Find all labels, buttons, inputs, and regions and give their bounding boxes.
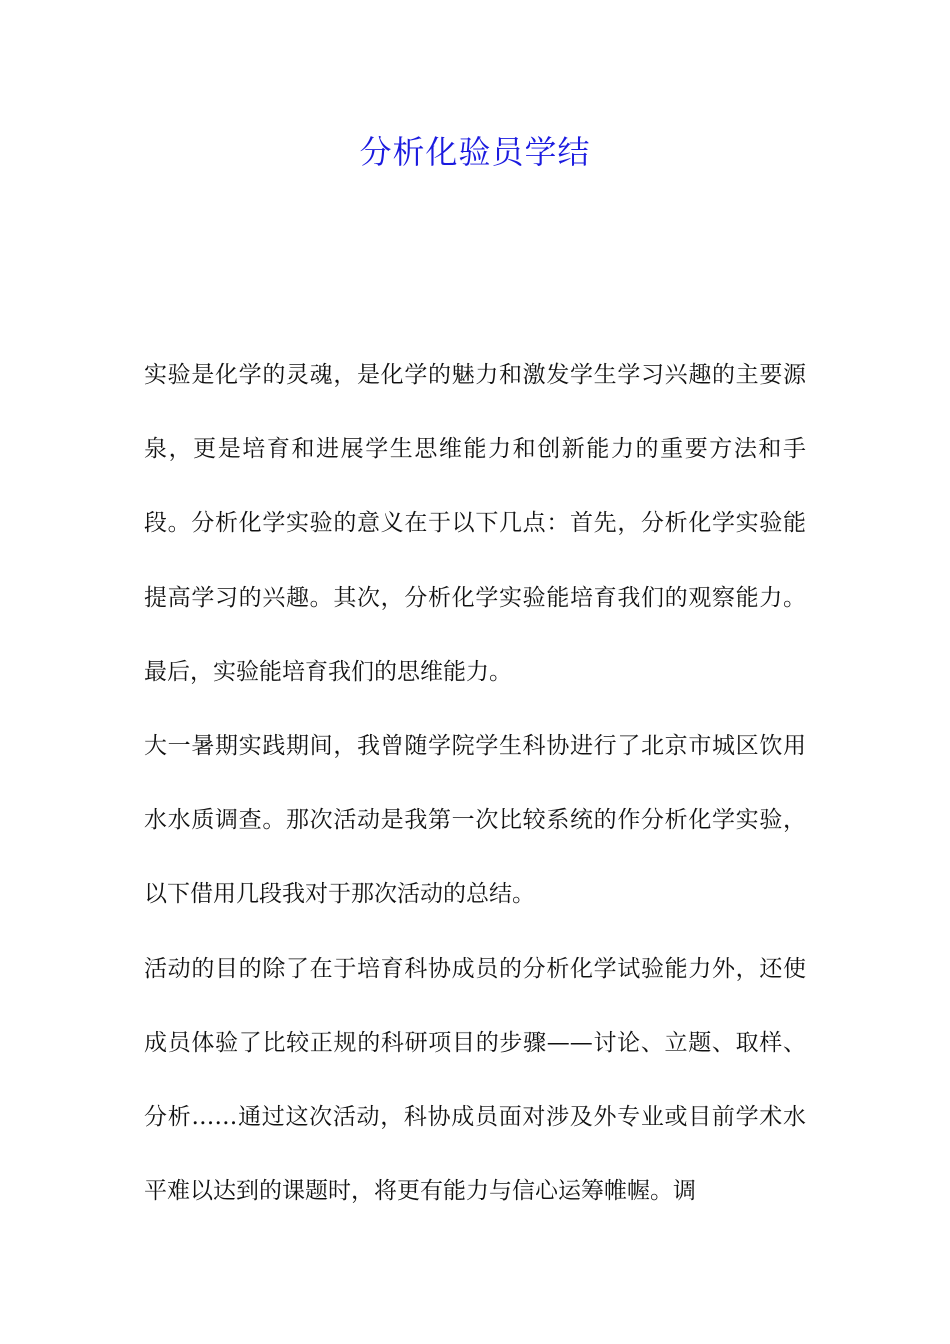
document-title: 分析化验员学结	[359, 133, 591, 171]
paragraph-2: 大一暑期实践期间，我曾随学院学生科协进行了北京市城区饮用水水质调查。那次活动是我第一次比较系统的作分析化学实验，以下借用几段我对于那次活动的总结。	[144, 733, 806, 908]
paragraph-1: 实验是化学的灵魂，是化学的魅力和激发学生学习兴趣的主要源泉，更是培育和进展学生思维能力和创新能力的重要方法和手段。分析化学实验的意义在于以下几点：首先，分析化学实验能提高学习的兴趣。其次，分析化学实验能培育我们的观察能力。最后，实验能培育我们的思维能力。	[144, 362, 806, 685]
document-body	[144, 338, 806, 1228]
paragraph-3: 活动的目的除了在于培育科协成员的分析化学试验能力外，还使成员体验了比较正规的科研项目的步骤——讨论、立题、取样、分析……通过这次活动，科协成员面对涉及外专业或目前学术水平难以达到的课题时，将更有能力与信心运筹帷幄。调	[144, 955, 806, 1205]
